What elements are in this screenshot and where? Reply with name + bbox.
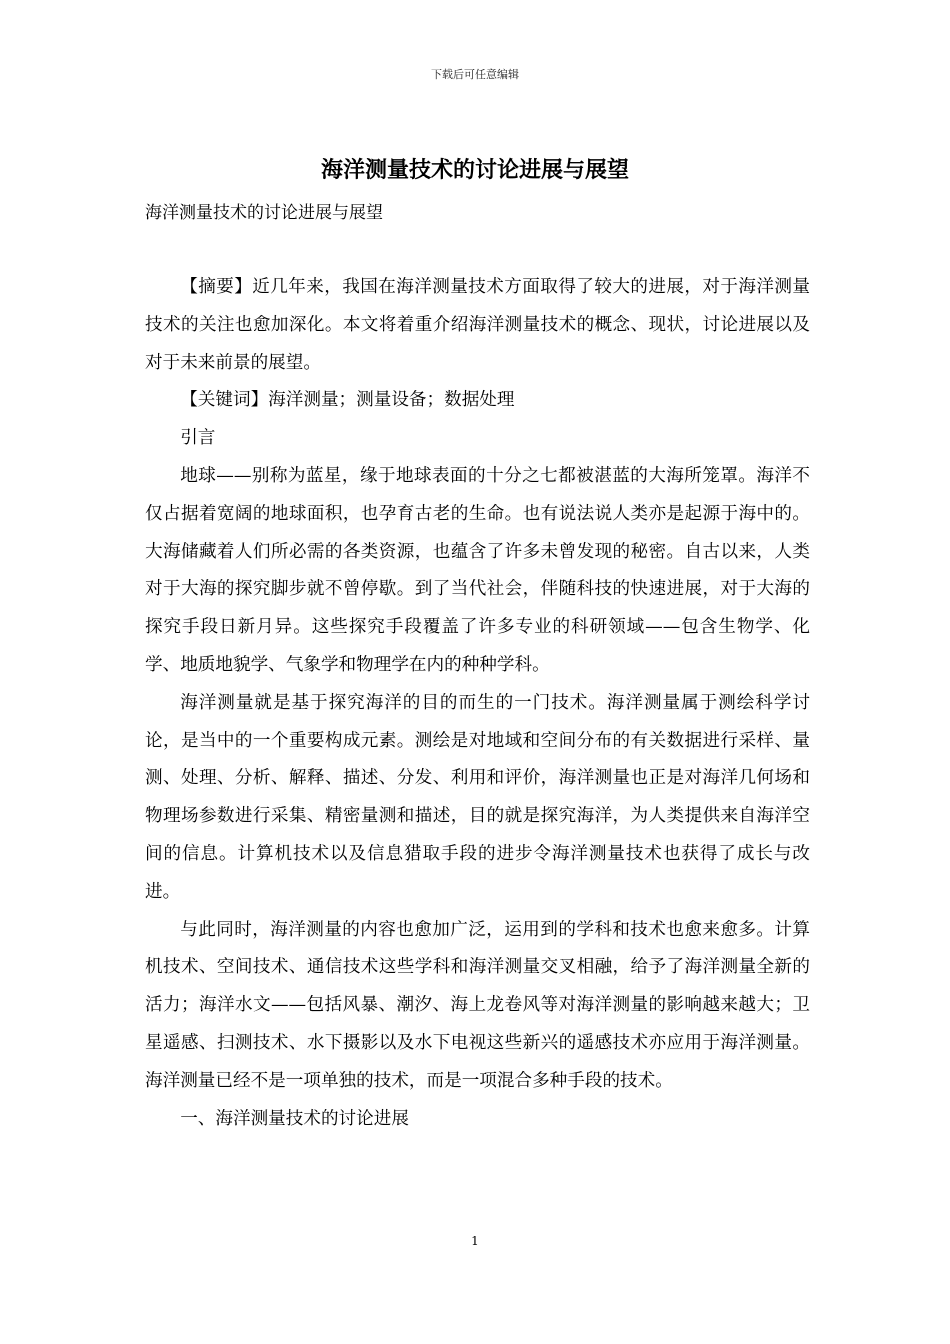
abstract-paragraph: 【摘要】近几年来，我国在海洋测量技术方面取得了较大的进展，对于海洋测量技术的关注也愈加深化。本文将着重介绍海洋测量技术的概念、现状，讨论进展以及对于未来前景的展望。 [145,277,810,373]
introduction-heading: 引言 [180,428,216,449]
document-body [145,269,810,1138]
body-paragraph: 地球——别称为蓝星，缘于地球表面的十分之七都被湛蓝的大海所笼罩。海洋不仅占据着宽阔的地球面积，也孕育古老的生命。也有说法说人类亦是起源于海中的。大海储藏着人们所必需的各类资源，也蕴含了许多未曾发现的秘密。自古以来，人类对于大海的探究脚步就不曾停歇。到了当代社会，伴随科技的快速进展，对于大海的探究手段日新月异。这些探究手段覆盖了许多专业的科研领域——包含生物学、化学、地质地貌学、气象学和物理学在内的种种学科。 [145,465,810,675]
document-subtitle: 海洋测量技术的讨论进展与展望 [145,203,383,223]
body-paragraph: 海洋测量就是基于探究海洋的目的而生的一门技术。海洋测量属于测绘科学讨论，是当中的一个重要构成元素。测绘是对地域和空间分布的有关数据进行采样、量测、处理、分析、解释、描述、分发、利用和评价，海洋测量也正是对海洋几何场和物理场参数进行采集、精密量测和描述，目的就是探究海洋，为人类提供来自海洋空间的信息。计算机技术以及信息猎取手段的进步令海洋测量技术也获得了成长与改进。 [145,692,810,902]
body-paragraph: 与此同时，海洋测量的内容也愈加广泛，运用到的学科和技术也愈来愈多。计算机技术、空间技术、通信技术这些学科和海洋测量交叉相融，给予了海洋测量全新的活力；海洋水文——包括风暴、潮汐、海上龙卷风等对海洋测量的影响越来越大；卫星遥感、扫测技术、水下摄影以及水下电视这些新兴的遥感技术亦应用于海洋测量。海洋测量已经不是一项单独的技术，而是一项混合多种手段的技术。 [145,919,810,1091]
document-title: 海洋测量技术的讨论进展与展望 [320,157,629,183]
page-number: 1 [471,1234,479,1248]
header-note: 下载后可任意编辑 [431,68,519,81]
section-heading: 一、海洋测量技术的讨论进展 [180,1108,409,1129]
keywords-paragraph: 【关键词】海洋测量；测量设备；数据处理 [180,390,515,411]
